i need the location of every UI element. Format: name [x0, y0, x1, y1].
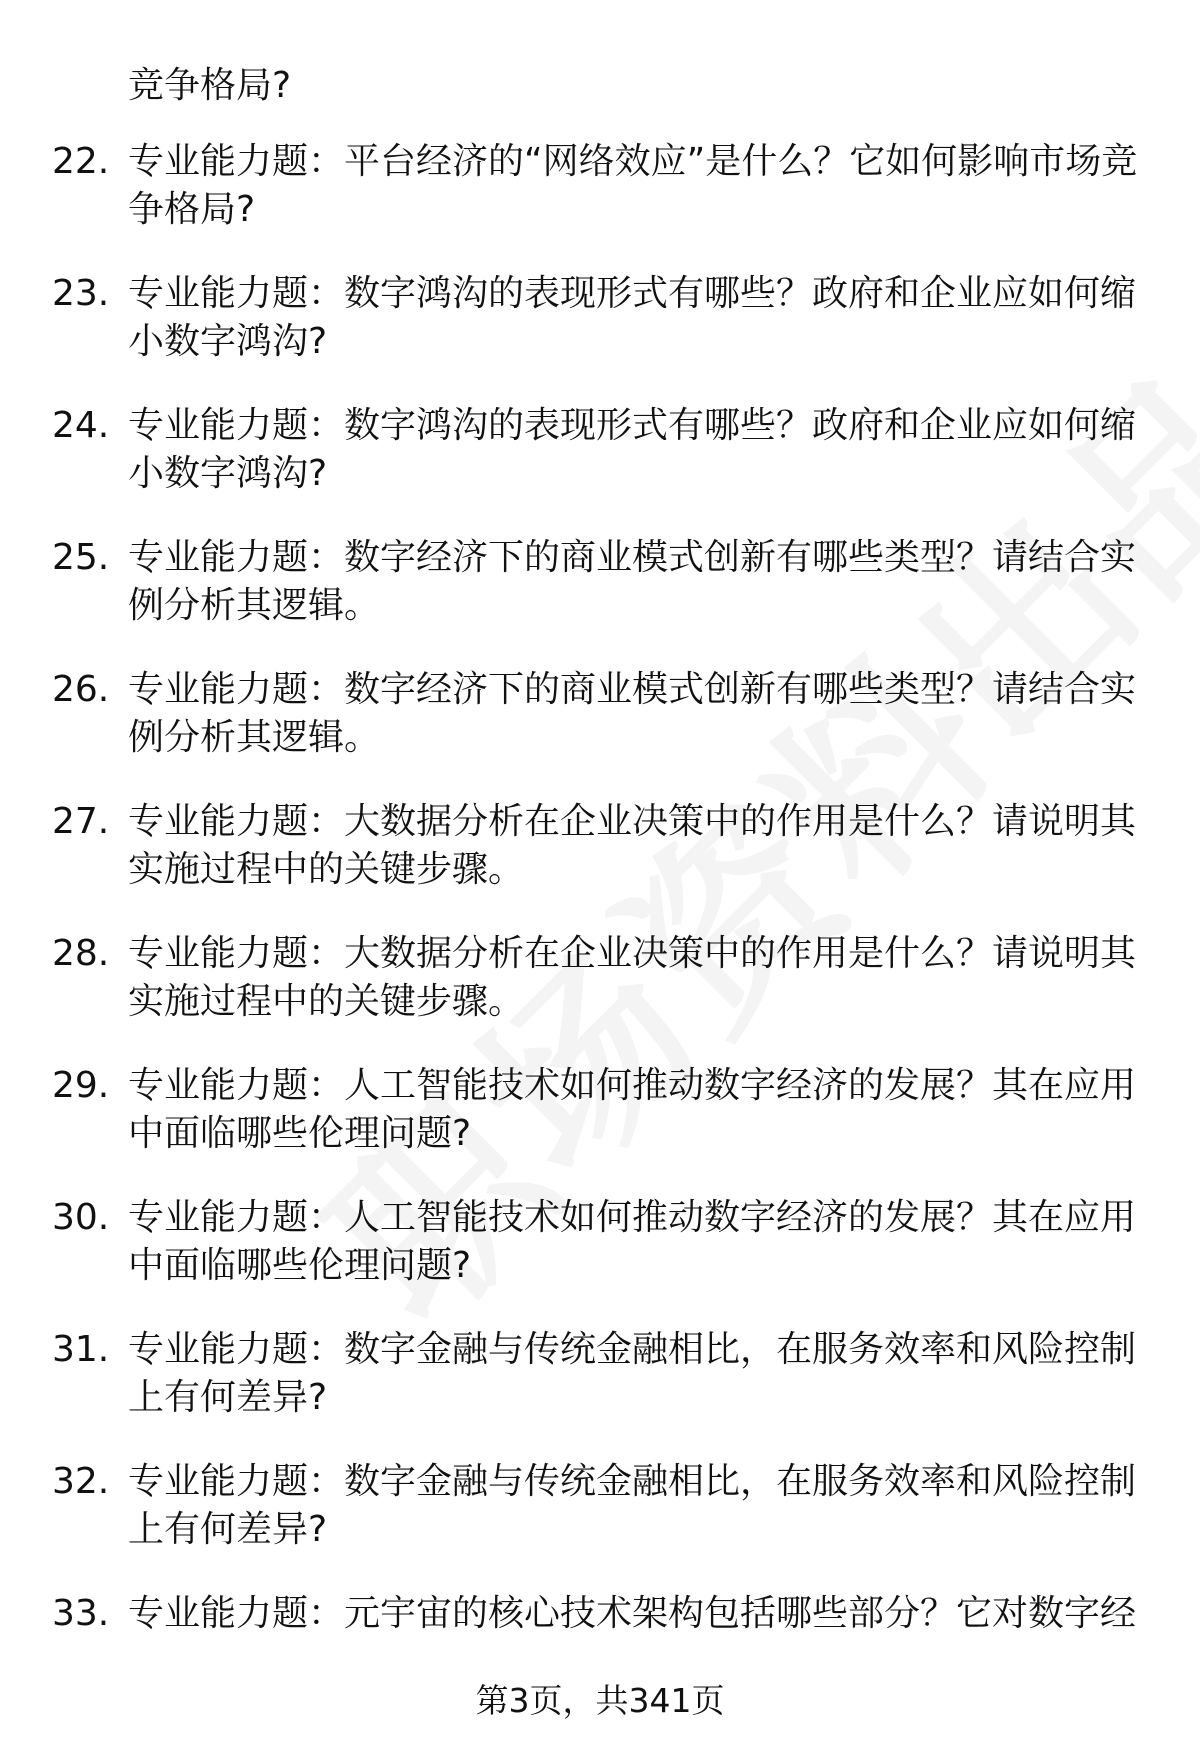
- question-text: 专业能力题：平台经济的“网络效应”是什么？它如何影响市场竞争格局?: [128, 141, 1138, 230]
- question-item: [0, 1194, 1200, 1326]
- question-item: [0, 1326, 1200, 1458]
- question-text: 专业能力题：人工智能技术如何推动数字经济的发展？其在应用中面临哪些伦理问题?: [128, 1065, 1137, 1154]
- question-text: 专业能力题：大数据分析在企业决策中的作用是什么？请说明其实施过程中的关键步骤。: [128, 801, 1137, 890]
- question-item: [0, 534, 1200, 666]
- question-list: [0, 138, 1200, 1722]
- question-item: [0, 798, 1200, 930]
- question-text: 专业能力题：数字经济下的商业模式创新有哪些类型？请结合实例分析其逻辑。: [128, 669, 1137, 758]
- question-number: 29.: [52, 1065, 110, 1106]
- question-number: 33.: [52, 1593, 110, 1634]
- question-item: [0, 666, 1200, 798]
- question-number: 28.: [52, 933, 110, 974]
- question-text: 专业能力题：人工智能技术如何推动数字经济的发展？其在应用中面临哪些伦理问题?: [128, 1197, 1137, 1286]
- question-text: 专业能力题：数字鸿沟的表现形式有哪些？政府和企业应如何缩小数字鸿沟?: [128, 405, 1137, 494]
- question-text: 专业能力题：元宇宙的核心技术架构包括哪些部分？它对数字经: [128, 1593, 1137, 1634]
- question-number: 25.: [52, 537, 110, 578]
- question-item: [0, 930, 1200, 1062]
- page-footer: 第3页，共341页: [475, 1681, 725, 1720]
- question-item: [0, 138, 1200, 270]
- question-text: 专业能力题：数字金融与传统金融相比，在服务效率和风险控制上有何差异?: [128, 1329, 1137, 1418]
- question-number: 27.: [52, 801, 110, 842]
- question-number: 30.: [52, 1197, 110, 1238]
- question-item: [0, 402, 1200, 534]
- question-number: 23.: [52, 273, 110, 314]
- question-item: [0, 1062, 1200, 1194]
- question-number: 22.: [52, 141, 110, 182]
- question-text: 专业能力题：数字经济下的商业模式创新有哪些类型？请结合实例分析其逻辑。: [128, 537, 1137, 626]
- question-text: 专业能力题：大数据分析在企业决策中的作用是什么？请说明其实施过程中的关键步骤。: [128, 933, 1137, 1022]
- question-number: 26.: [52, 669, 110, 710]
- question-item: [0, 1458, 1200, 1590]
- question-text: 专业能力题：数字鸿沟的表现形式有哪些？政府和企业应如何缩小数字鸿沟?: [128, 273, 1137, 362]
- question-number: 32.: [52, 1461, 110, 1502]
- question-item: [0, 270, 1200, 402]
- continued-text: 竞争格局?: [128, 65, 292, 106]
- question-number: 31.: [52, 1329, 110, 1370]
- question-text: 专业能力题：数字金融与传统金融相比，在服务效率和风险控制上有何差异?: [128, 1461, 1137, 1550]
- question-number: 24.: [52, 405, 110, 446]
